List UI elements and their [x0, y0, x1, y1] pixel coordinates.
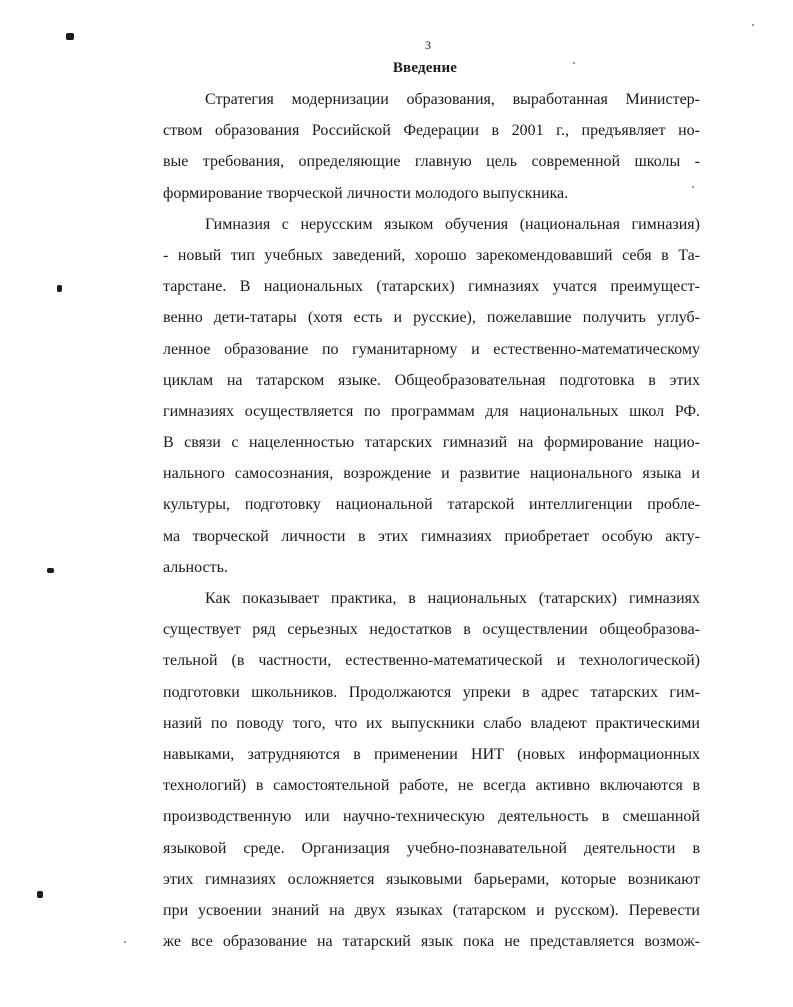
text-line: циклам на татарском языке. Общеобразовательная подготовка в этих: [163, 371, 700, 389]
text-line: венно дети-татары (хотя есть и русские), пожелавшие получить углуб-: [163, 309, 700, 327]
text-line: навыками, затрудняются в применении НИТ (новых информационных: [163, 745, 700, 763]
text-line: Как показывает практика, в национальных (татарских) гимназиях: [205, 590, 700, 607]
text-line: подготовки школьников. Продолжаются упреки в адрес татарских гим-: [163, 683, 700, 701]
scan-speck: [573, 62, 575, 64]
text-line: ма творческой личности в этих гимназиях приобретает особую акту-: [163, 527, 700, 545]
text-line: этих гимназиях осложняется языковыми барьерами, которые возникают: [163, 870, 700, 888]
paragraph-2: [163, 209, 700, 583]
text-line: В связи с нацеленностью татарских гимназий на формирование нацио-: [163, 434, 700, 452]
text-line: же все образование на татарский язык пока не представляется возмож-: [163, 933, 700, 951]
scan-mark: [57, 285, 62, 292]
text-line: гимназиях осуществляется по программам для национальных школ РФ.: [163, 402, 700, 420]
text-line: тельной (в частности, естественно-математической и технологической): [163, 652, 700, 670]
text-line: Гимназия с нерусским языком обучения (национальная гимназия): [205, 215, 700, 233]
text-line: ленное образование по гуманитарному и естественно-математическому: [163, 340, 700, 358]
text-line: технологий) в самостоятельной работе, не всегда активно включаются в: [163, 777, 700, 795]
scan-mark: [47, 568, 54, 573]
paragraph-3: [163, 583, 700, 957]
text-line: назий по поводу того, что их выпускники слабо владеют практическими: [163, 714, 700, 732]
text-line: тарстане. В национальных (татарских) гимназиях учатся преимущест-: [163, 278, 700, 296]
text-line: языковой среде. Организация учебно-познавательной деятельности в: [163, 839, 700, 857]
scan-speck: [692, 186, 694, 188]
scan-speck: [124, 941, 126, 943]
document-body: [163, 84, 700, 957]
page-number: 3: [425, 38, 431, 52]
text-line: производственную или научно-техническую деятельность в смешанной: [163, 808, 700, 826]
scan-mark: [37, 891, 43, 898]
text-line: - новый тип учебных заведений, хорошо зарекомендовавший себя в Та-: [163, 246, 700, 264]
text-line: существует ряд серьезных недостатков в осуществлении общеобразова-: [163, 621, 700, 639]
text-line: альность.: [163, 558, 228, 576]
text-line: при усвоении знаний на двух языках (татарском и русском). Перевести: [163, 901, 700, 919]
text-line: культуры, подготовку национальной татарской интеллигенции пробле-: [163, 496, 700, 514]
text-line: нального самосознания, возрождение и развитие национального языка и: [163, 465, 700, 483]
text-line: ством образования Российской Федерации в 2001 г., предъявляет но-: [163, 122, 700, 140]
scan-speck: [752, 24, 754, 26]
scan-mark: [66, 33, 74, 40]
paragraph-1: [163, 84, 700, 209]
text-line: вые требования, определяющие главную цель современной школы -: [163, 153, 700, 171]
text-line: формирование творческой личности молодого выпускника.: [163, 184, 569, 202]
page-title: Введение: [392, 60, 458, 76]
text-line: Стратегия модернизации образования, выработанная Министер-: [205, 91, 700, 108]
